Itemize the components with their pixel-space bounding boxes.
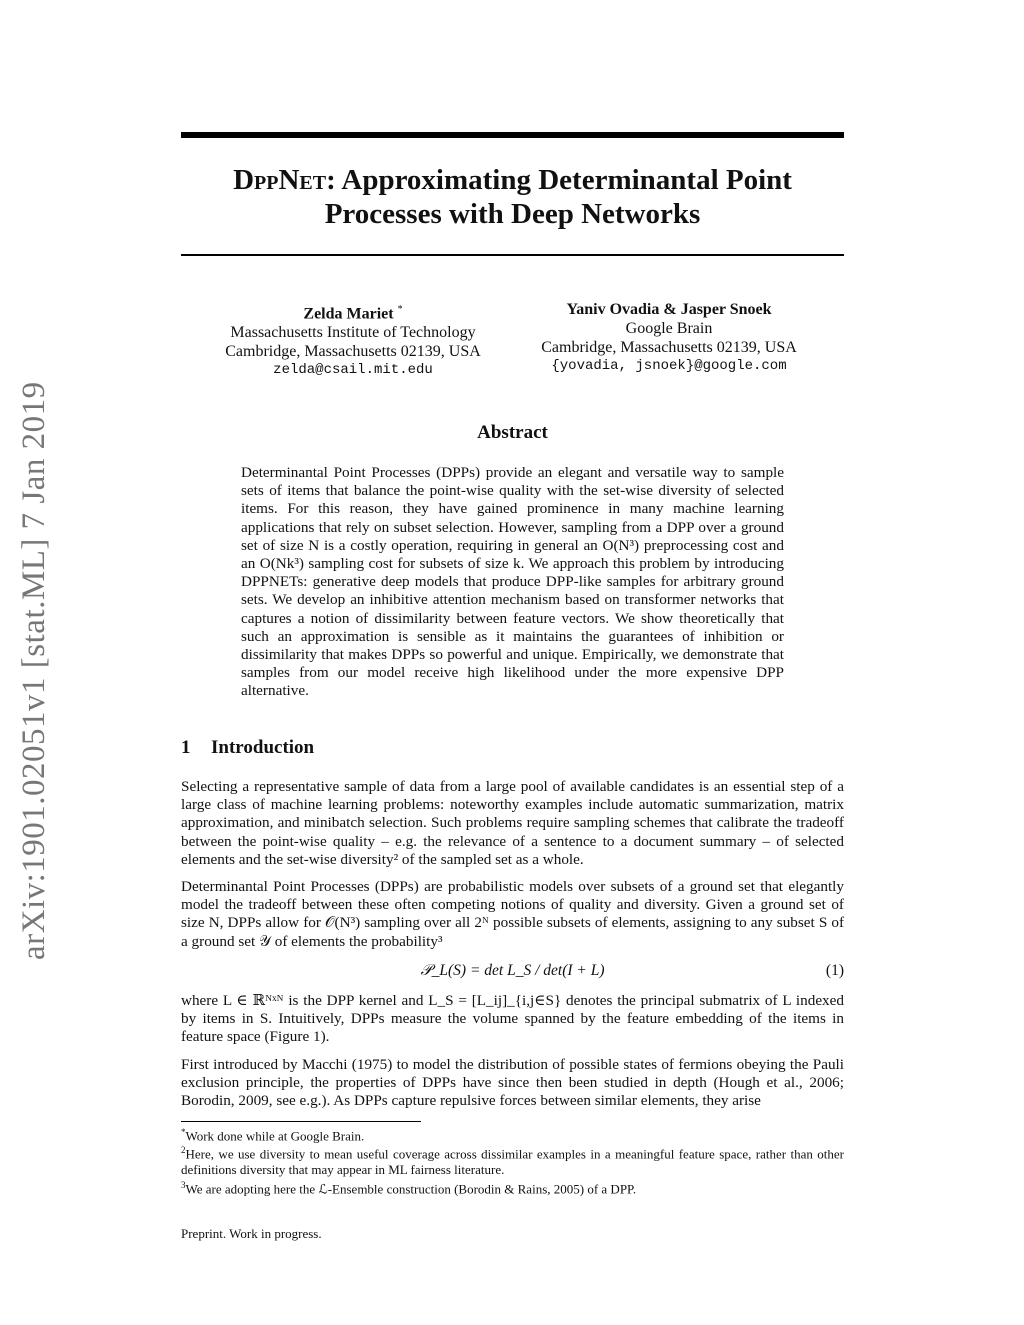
title-line1: : Approximating Determinantal Point [326, 164, 792, 196]
footnote-text: Here, we use diversity to mean useful coverage across dissimilar examples in a meaningful feature space, rather than other definitions diversity that may appear in ML fairness literature. [181, 1146, 844, 1178]
footnote-mark: 2 [181, 1145, 186, 1155]
author-block-1 [193, 300, 513, 380]
author-address: Cambridge, Massachusetts 02139, USA [541, 339, 797, 356]
footnote-2 [181, 1142, 844, 1178]
title-line2: Processes with Deep Networks [324, 198, 701, 230]
section-heading [181, 737, 314, 759]
author-email: zelda@csail.mit.edu [273, 362, 433, 379]
paragraph-3: where L ∈ ℝᴺˣᴺ is the DPP kernel and L_S = [L_ij]_{i,j∈S} denotes the principal submatrix of L indexed by items in S. Intuitively, DPPs measure the volume spanned by the feature embedding of the items in feature space (Figure 1). [181, 992, 844, 1046]
author-affiliation: Google Brain [625, 320, 713, 337]
section-title: Introduction [211, 737, 315, 758]
author-affiliation: Massachusetts Institute of Technology [230, 324, 476, 342]
footnote-text: We are adopting here the ℒ-Ensemble construction (Borodin & Rains, 2005) of a DPP. [185, 1181, 637, 1197]
footnote-mark: 3 [181, 1180, 186, 1190]
equation-number: (1) [825, 962, 844, 979]
paper-title [181, 163, 844, 231]
paragraph-2: Determinantal Point Processes (DPPs) are probabilistic models over subsets of a ground set that elegantly model the tradeoff between these often competing notions of quality and diversity. Given a ground set of size N, DPPs allow for 𝒪(N³) sampling over all 2ᴺ possible subsets of elements, assigning to any subset S of a ground set 𝒴 of elements the probability³ [181, 878, 844, 950]
footnote-mark: * [181, 1127, 186, 1137]
author-block-2 [509, 300, 829, 376]
footnote-text: Work done while at Google Brain. [185, 1128, 365, 1144]
author-name: Zelda Mariet [303, 305, 394, 323]
author-name: Yaniv Ovadia & Jasper Snoek [566, 301, 772, 318]
title-model-name: DppNet [233, 164, 327, 196]
paragraph-1: Selecting a representative sample of data from a large pool of available candidates is an essential step of a large class of machine learning problems: noteworthy examples include automatic summarization, matrix approximation, and minibatch selection. Such problems require sampling schemes that calibrate the tradeoff between the point-wise quality – e.g. the relevance of a sentence to a document summary – of selected elements and the set-wise diversity² of the sampled set as a whole. [181, 778, 844, 868]
title-rule-bottom [181, 254, 844, 256]
author-mark: * [397, 304, 403, 315]
footnote-rule [181, 1121, 421, 1122]
author-email: {yovadia, jsnoek}@google.com [551, 358, 787, 374]
preprint-footer: Preprint. Work in progress. [181, 1226, 322, 1241]
footnote-3 [181, 1177, 844, 1197]
abstract-heading: Abstract [477, 422, 548, 443]
title-rule-top [181, 132, 844, 138]
paragraph-4: First introduced by Macchi (1975) to model the distribution of possible states of fermions obeying the Pauli exclusion principle, the properties of DPPs have since then been studied in depth (Hough et al., 2006; Borodin, 2009, see e.g.). As DPPs capture repulsive forces between similar elements, they arise [181, 1056, 844, 1110]
author-address: Cambridge, Massachusetts 02139, USA [225, 343, 481, 361]
equation-formula: 𝒫_L(S) = det L_S / det(I + L) [420, 962, 605, 979]
arxiv-side-label: arXiv:1901.02051v1 [stat.ML] 7 Jan 2019 [16, 381, 52, 960]
section-number: 1 [181, 737, 191, 758]
abstract-text: Determinantal Point Processes (DPPs) provide an elegant and versatile way to sample sets of items that balance the point-wise quality with the set-wise diversity of selected items. For this reason, they have gained prominence in many machine learning applications that rely on subset selection. However, sampling from a DPP over a ground set of size N is a costly operation, requiring in general an O(N³) preprocessing cost and an O(Nk³) sampling cost for subsets of size k. We approach this problem by introducing DPPNETs: generative deep models that produce DPP-like samples for arbitrary ground sets. We develop an inhibitive attention mechanism based on transformer networks that captures a notion of dissimilarity between feature vectors. We show theoretically that such an approximation is sensible as it maintains the guarantees of inhibition or dissimilarity that makes DPPs so powerful and unique. Empirically, we demonstrate that samples from our model receive high likelihood under the more expensive DPP alternative. [241, 464, 784, 700]
